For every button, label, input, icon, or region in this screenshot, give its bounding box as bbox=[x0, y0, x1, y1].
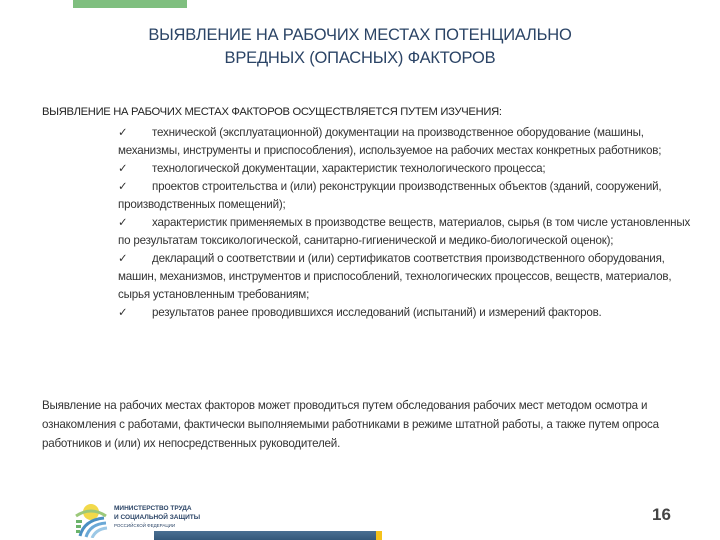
list-item: ✓ результатов ранее проводившихся исследований (испытаний) и измерений факторов. bbox=[118, 304, 698, 322]
slide-title bbox=[0, 24, 720, 70]
bottom-accent bbox=[376, 531, 382, 540]
page-number: 16 bbox=[652, 505, 671, 524]
top-accent-bar bbox=[73, 0, 187, 8]
checkmark-icon: ✓ bbox=[118, 126, 128, 139]
list-item: ✓ проектов строительства и (или) реконструкции производственных объектов (зданий, сооружений, производственных помещений); bbox=[118, 180, 662, 211]
checkmark-icon: ✓ bbox=[118, 216, 128, 229]
ministry-logo-icon bbox=[74, 502, 108, 538]
ministry-name: МИНИСТЕРСТВО ТРУДА И СОЦИАЛЬНОЙ ЗАЩИТЫ РОССИЙСКОЙ ФЕДЕРАЦИИ bbox=[114, 505, 201, 528]
sources-list bbox=[118, 124, 698, 322]
title-line-2: ВРЕДНЫХ (ОПАСНЫХ) ФАКТОРОВ bbox=[224, 49, 496, 67]
outro-paragraph: Выявление на рабочих местах факторов может проводиться путем обследования рабочих мест методом осмотра и ознакомления с работами, фактически выполняемыми работниками в режиме штатной работы, а также путем опроса работников и (или) их непосредственных руководителей. bbox=[42, 399, 659, 450]
checkmark-icon: ✓ bbox=[118, 252, 128, 265]
list-item: ✓ характеристик применяемых в производстве веществ, материалов, сырья (в том числе установленных по результатам токсикологической, санитарно-гигиенической и медико-биологической оценок); bbox=[118, 216, 691, 247]
checkmark-icon: ✓ bbox=[118, 162, 128, 175]
checkmark-icon: ✓ bbox=[118, 306, 128, 319]
bottom-bar bbox=[154, 531, 376, 540]
list-item: ✓ технической (эксплуатационной) документации на производственное оборудование (машины, механизмы, инструменты и приспособления), используемое на рабочих местах конкретных работников; bbox=[118, 126, 662, 157]
list-heading: ВЫЯВЛЕНИЕ НА РАБОЧИХ МЕСТАХ ФАКТОРОВ ОСУЩЕСТВЛЯЕТСЯ ПУТЕМ ИЗУЧЕНИЯ: bbox=[42, 106, 502, 118]
list-item: ✓ технологической документации, характеристик технологического процесса; bbox=[118, 160, 698, 178]
checkmark-icon: ✓ bbox=[118, 180, 128, 193]
title-line-1: ВЫЯВЛЕНИЕ НА РАБОЧИХ МЕСТАХ ПОТЕНЦИАЛЬНО bbox=[148, 26, 572, 44]
list-item: ✓ деклараций о соответствии и (или) сертификатов соответствия производственного оборудования, машин, механизмов, инструментов и приспособлений, технологических процессов, веществ, материалов, сырья установленным требованиям; bbox=[118, 252, 672, 301]
